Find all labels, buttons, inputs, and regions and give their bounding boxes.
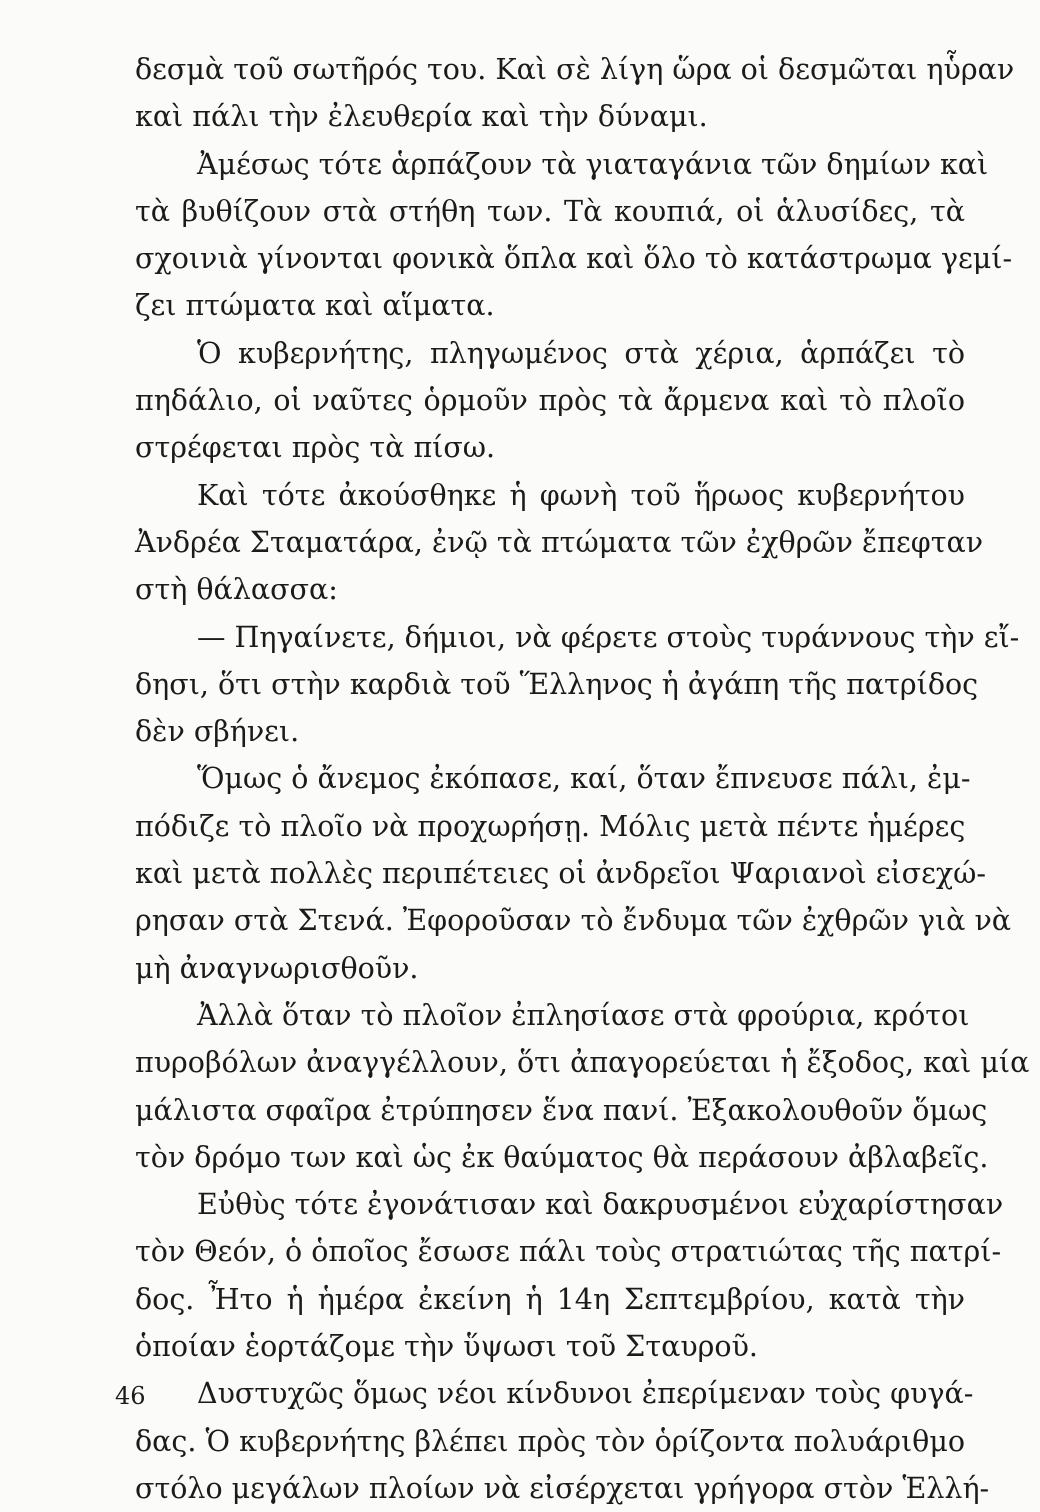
text-line: Εὐθὺς τότε ἐγονάτισαν καὶ δακρυσμένοι εὐχαρίστησαν: [197, 1188, 1004, 1222]
page-number: 46: [115, 1382, 146, 1410]
text-line: δος. Ἦτο ἡ ἡμέρα ἐκείνη ἡ 14η Σεπτεμβρίου, κατὰ τὴν: [135, 1282, 965, 1316]
text-line: σχοινιὰ γίνονται φονικὰ ὅπλα καὶ ὅλο τὸ κατάστρωμα γεμί-: [135, 242, 1013, 276]
text-line: — Πηγαίνετε, δήμιοι, νὰ φέρετε στοὺς τυράννους τὴν εἴ-: [197, 620, 1020, 654]
text-line: δὲν σβήνει.: [135, 715, 300, 749]
text-line: καὶ μετὰ πολλὲς περιπέτειες οἱ ἀνδρεῖοι Ψαριανοὶ εἰσεχώ-: [135, 857, 987, 891]
text-line: πυροβόλων ἀναγγέλλουν, ὅτι ἀπαγορεύεται ἡ ἔξοδος, καὶ μία: [135, 1046, 1030, 1080]
text-line: Δυστυχῶς ὅμως νέοι κίνδυνοι ἐπερίμεναν τοὺς φυγά-: [197, 1377, 974, 1411]
body-text: [135, 46, 1030, 1512]
text-line: τὰ βυθίζουν στὰ στήθη των. Τὰ κουπιά, οἱ ἁλυσίδες, τὰ: [135, 194, 965, 228]
text-line: πόδιζε τὸ πλοῖο νὰ προχωρήσῃ. Μόλις μετὰ πέντε ἡμέρες: [135, 809, 966, 843]
text-line: Ἀνδρέα Σταματάρα, ἐνῷ τὰ πτώματα τῶν ἐχθρῶν ἔπεφταν: [135, 525, 984, 559]
text-line: δας. Ὁ κυβερνήτης βλέπει πρὸς τὸν ὁρίζοντα πολυάριθμο: [135, 1424, 965, 1458]
text-line: δησι, ὅτι στὴν καρδιὰ τοῦ Ἕλληνος ἡ ἀγάπη τῆς πατρίδος: [135, 667, 979, 701]
text-line: Καὶ τότε ἀκούσθηκε ἡ φωνὴ τοῦ ἥρωος κυβερνήτου: [197, 478, 965, 512]
text-line: Ὅμως ὁ ἄνεμος ἐκόπασε, καί, ὅταν ἔπνευσε πάλι, ἐμ-: [197, 762, 971, 796]
text-line: καὶ πάλι τὴν ἐλευθερία καὶ τὴν δύναμι.: [135, 100, 708, 134]
text-line: ρησαν στὰ Στενά. Ἐφοροῦσαν τὸ ἔνδυμα τῶν ἐχθρῶν γιὰ νὰ: [135, 904, 1012, 938]
text-line: ὁποίαν ἑορτάζομε τὴν ὕψωσι τοῦ Σταυροῦ.: [135, 1330, 758, 1364]
text-line: μὴ ἀναγνωρισθοῦν.: [135, 951, 419, 985]
text-line: ζει πτώματα καὶ αἵματα.: [135, 289, 495, 323]
text-line: Ἀμέσως τότε ἁρπάζουν τὰ γιαταγάνια τῶν δημίων καὶ: [197, 147, 989, 181]
text-line: πηδάλιο, οἱ ναῦτες ὁρμοῦν πρὸς τὰ ἄρμενα καὶ τὸ πλοῖο: [135, 384, 965, 418]
text-line: στόλο μεγάλων πλοίων νὰ εἰσέρχεται γρήγορα στὸν Ἑλλή-: [135, 1471, 990, 1505]
text-line: Ἀλλὰ ὅταν τὸ πλοῖον ἐπλησίασε στὰ φρούρια, κρότοι: [197, 998, 970, 1032]
text-line: τὸν δρόμο των καὶ ὡς ἐκ θαύματος θὰ περάσουν ἀβλαβεῖς.: [135, 1140, 989, 1174]
text-line: στὴ θάλασσα:: [135, 573, 338, 607]
text-line: δεσμὰ τοῦ σωτῆρός του. Καὶ σὲ λίγη ὥρα οἱ δεσμῶται ηὗραν: [135, 53, 1015, 86]
text-line: μάλιστα σφαῖρα ἐτρύπησεν ἕνα πανί. Ἐξακολουθοῦν ὅμως: [135, 1093, 988, 1127]
text-line: Ὁ κυβερνήτης, πληγωμένος στὰ χέρια, ἁρπάζει τὸ: [197, 336, 965, 370]
text-line: τὸν Θεόν, ὁ ὁποῖος ἔσωσε πάλι τοὺς στρατιώτας τῆς πατρί-: [135, 1235, 1002, 1269]
text-line: στρέφεται πρὸς τὰ πίσω.: [135, 431, 496, 465]
